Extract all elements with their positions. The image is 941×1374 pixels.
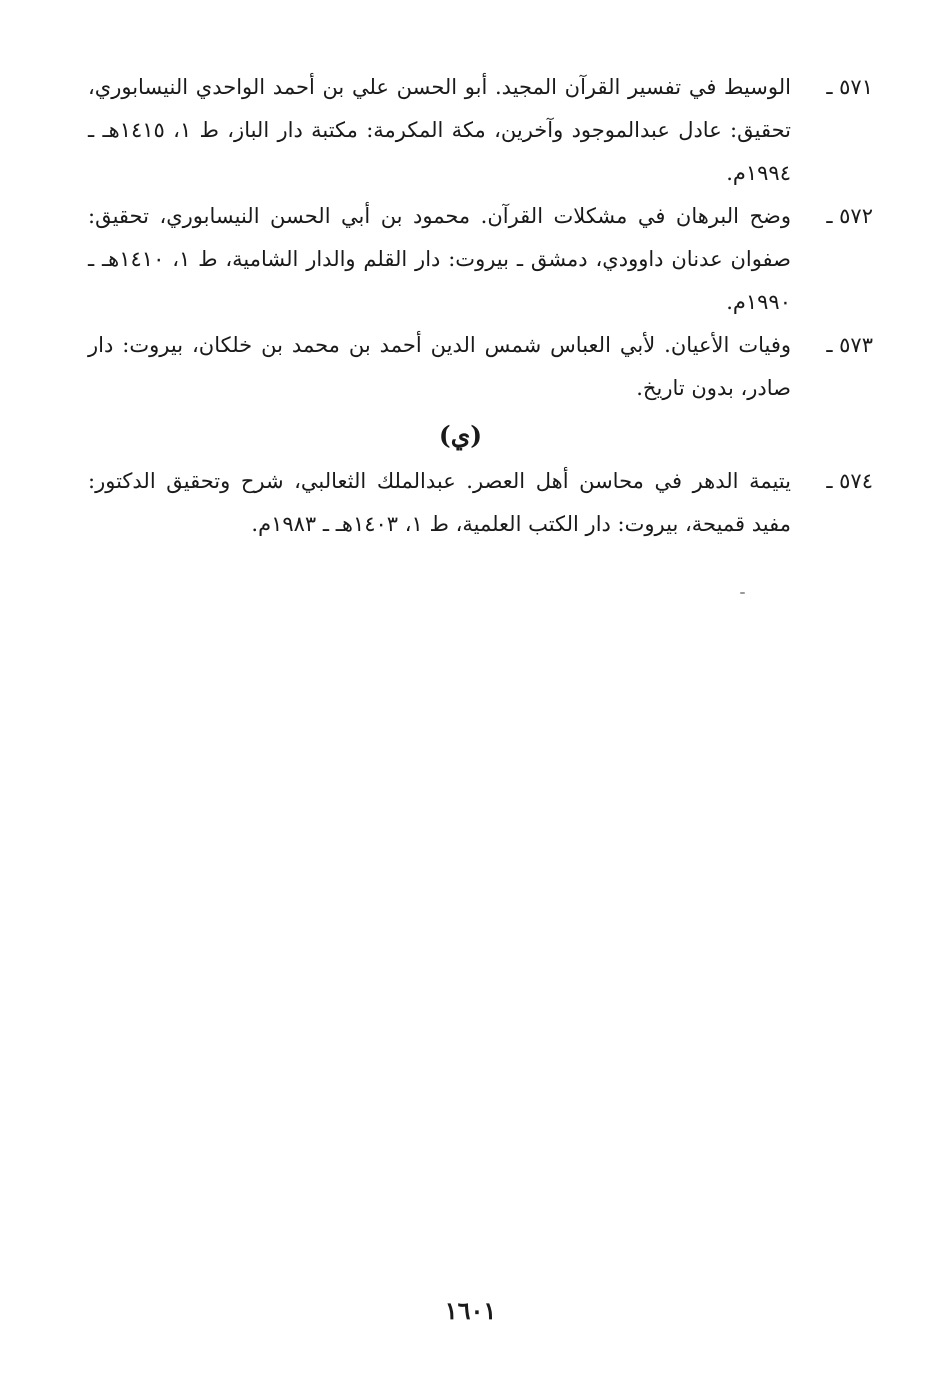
bibliography-entry-573 [88, 324, 873, 410]
entry-text: يتيمة الدهر في محاسن أهل العصر. عبدالملك الثعالبي، شرح وتحقيق الدكتور: مفيد قميحة، بيروت: دار الكتب العلمية، ط ١، ١٤٠٣هـ ـ ١٩٨٣م. [88, 469, 791, 536]
entry-number: ٥٧٣ ـ [826, 333, 873, 357]
entry-text: وضح البرهان في مشكلات القرآن. محمود بن أبي الحسن النيسابوري، تحقيق: صفوان عدنان داوودي، دمشق ـ بيروت: دار القلم والدار الشامية، ط ١، ١٤١٠هـ ـ ١٩٩٠م. [88, 204, 792, 314]
page-number: ١٦٠١ [444, 1296, 497, 1325]
bibliography-entry-571 [88, 66, 873, 195]
entry-number: ٥٧٤ ـ [826, 469, 873, 493]
entry-number: ٥٧٢ ـ [826, 204, 873, 228]
entry-number: ٥٧١ ـ [826, 75, 873, 99]
entry-text: وفيات الأعيان. لأبي العباس شمس الدين أحمد بن محمد بن خلكان، بيروت: دار صادر، بدون تاريخ. [88, 333, 791, 400]
scan-speck [740, 592, 745, 594]
bibliography-entry-572 [88, 195, 873, 324]
entry-text: الوسيط في تفسير القرآن المجيد. أبو الحسن علي بن أحمد الواحدي النيسابوري، تحقيق: عادل عبدالموجود وآخرين، مكة المكرمة: مكتبة دار الباز، ط ١، ١٤١٥هـ ـ ١٩٩٤م. [88, 75, 791, 185]
bibliography-entry-574 [88, 460, 873, 546]
bibliography-list [88, 66, 873, 546]
section-heading: (ي) [438, 421, 483, 450]
